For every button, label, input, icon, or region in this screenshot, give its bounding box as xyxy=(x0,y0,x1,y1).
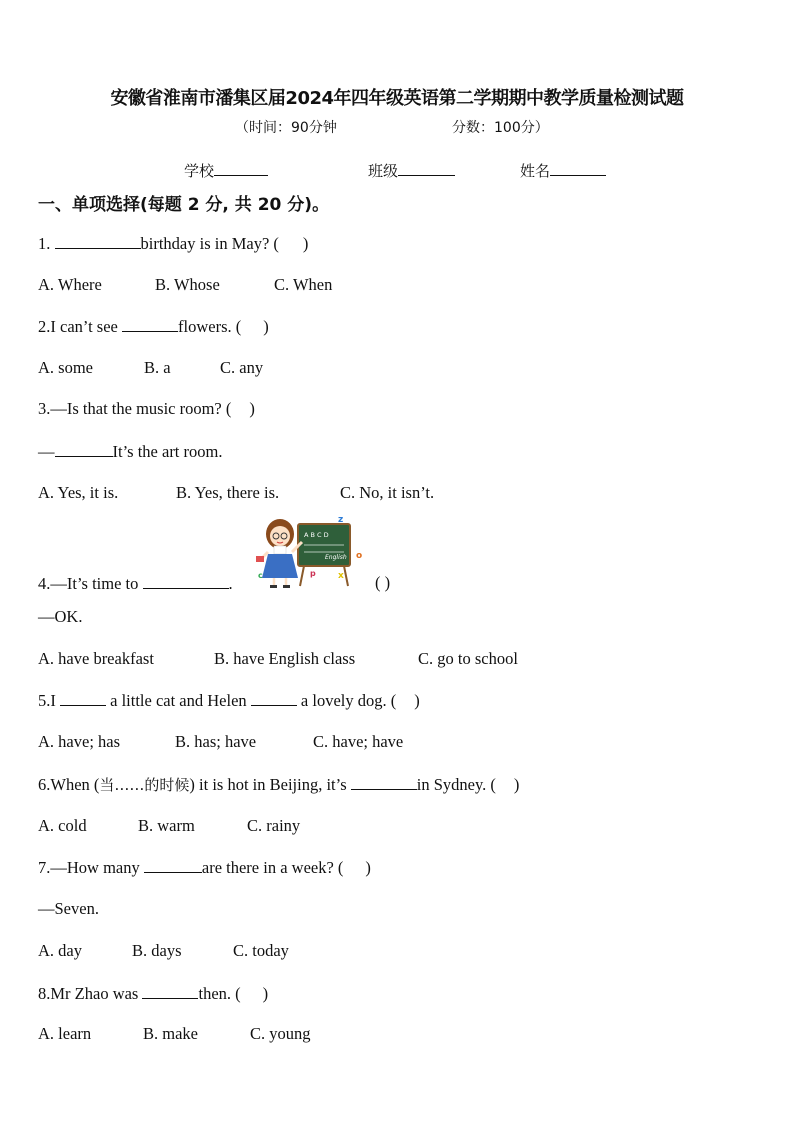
question-7: 7.—How many are there in a week? ( ) xyxy=(38,858,371,877)
question-6: 6.When (当……的时候) it is hot in Beijing, it’s in Sydney. ( ) xyxy=(38,775,520,794)
option-c[interactable]: C. go to school xyxy=(418,649,518,668)
question-2: 2.I can’t see flowers. ( ) xyxy=(38,317,269,336)
option-a[interactable]: A. have; has xyxy=(38,732,121,751)
letter-p: p xyxy=(310,569,316,578)
question-text: birthday is in May? ( xyxy=(140,234,279,253)
question-1: 1. birthday is in May? ( ) xyxy=(38,234,309,253)
page-title: 安徽省淮南市潘集区届2024年四年级英语第二学期期中教学质量检测试题 xyxy=(110,88,684,109)
class-blank[interactable] xyxy=(398,161,455,176)
exam-time: （时间：90分钟 xyxy=(235,120,337,136)
name-field xyxy=(520,160,606,181)
teacher-illustration xyxy=(252,512,368,592)
class-label: 班级 xyxy=(368,162,399,180)
answer-blank[interactable] xyxy=(142,983,198,999)
letter-c: c xyxy=(258,571,263,580)
option-c[interactable]: C. today xyxy=(233,941,289,960)
answer-blank[interactable] xyxy=(55,441,113,457)
question-3: 3.—Is that the music room? ( ) xyxy=(38,399,255,418)
option-b[interactable]: B. make xyxy=(143,1024,198,1043)
option-a[interactable]: A. have breakfast xyxy=(38,649,154,668)
option-b[interactable]: B. Whose xyxy=(155,275,220,294)
question-3-reply: — It’s the art room. xyxy=(38,442,223,461)
answer-blank[interactable] xyxy=(55,233,141,249)
option-b[interactable]: B. have English class xyxy=(214,649,356,668)
option-c[interactable]: C. No, it isn’t. xyxy=(340,483,435,502)
option-c[interactable]: C. young xyxy=(250,1024,311,1043)
option-a[interactable]: A. cold xyxy=(38,816,87,835)
option-c[interactable]: C. rainy xyxy=(247,816,301,835)
answer-blank[interactable] xyxy=(143,573,229,589)
option-a[interactable]: A. some xyxy=(38,358,93,377)
school-label: 学校 xyxy=(184,162,215,180)
option-b[interactable]: B. Yes, there is. xyxy=(176,483,280,502)
option-b[interactable]: B. days xyxy=(132,941,182,960)
section-heading: 一、单项选择(每题 2 分, 共 20 分)。 xyxy=(38,195,330,215)
option-a[interactable]: A. learn xyxy=(38,1024,92,1043)
option-a[interactable]: A. Where xyxy=(38,275,102,294)
option-c[interactable]: C. When xyxy=(274,275,333,294)
option-b[interactable]: B. warm xyxy=(138,816,195,835)
letter-z: z xyxy=(338,515,344,525)
letter-x: x xyxy=(338,571,344,581)
board-word: English xyxy=(325,554,347,561)
option-c[interactable]: C. any xyxy=(220,358,264,377)
school-field xyxy=(184,160,268,181)
answer-blank[interactable] xyxy=(122,316,178,332)
question-4-reply: —OK. xyxy=(38,607,83,626)
name-label: 姓名 xyxy=(520,162,551,180)
answer-blank[interactable] xyxy=(251,690,297,706)
letter-o: o xyxy=(356,551,363,561)
answer-blank[interactable] xyxy=(351,774,417,790)
option-a[interactable]: A. day xyxy=(38,941,82,960)
answer-paren[interactable]: ( ) xyxy=(375,573,391,592)
board-letters: A B C D xyxy=(304,531,329,539)
name-blank[interactable] xyxy=(550,161,606,176)
option-a[interactable]: A. Yes, it is. xyxy=(38,483,119,502)
class-field xyxy=(368,160,455,181)
option-b[interactable]: B. has; have xyxy=(175,732,257,751)
option-c[interactable]: C. have; have xyxy=(313,732,404,751)
question-8: 8.Mr Zhao was then. ( ) xyxy=(38,984,269,1003)
answer-blank[interactable] xyxy=(60,690,106,706)
question-7-reply: —Seven. xyxy=(38,899,99,918)
teacher-dress xyxy=(262,554,298,578)
question-4: 4.—It’s time to . xyxy=(38,574,233,593)
question-5: 5.I a little cat and Helen a lovely dog. ( ) xyxy=(38,691,420,710)
exam-score: 分数：100分） xyxy=(452,120,549,136)
option-b[interactable]: B. a xyxy=(144,358,171,377)
question-number: 1. xyxy=(38,234,51,253)
school-blank[interactable] xyxy=(214,161,268,176)
answer-blank[interactable] xyxy=(144,857,202,873)
